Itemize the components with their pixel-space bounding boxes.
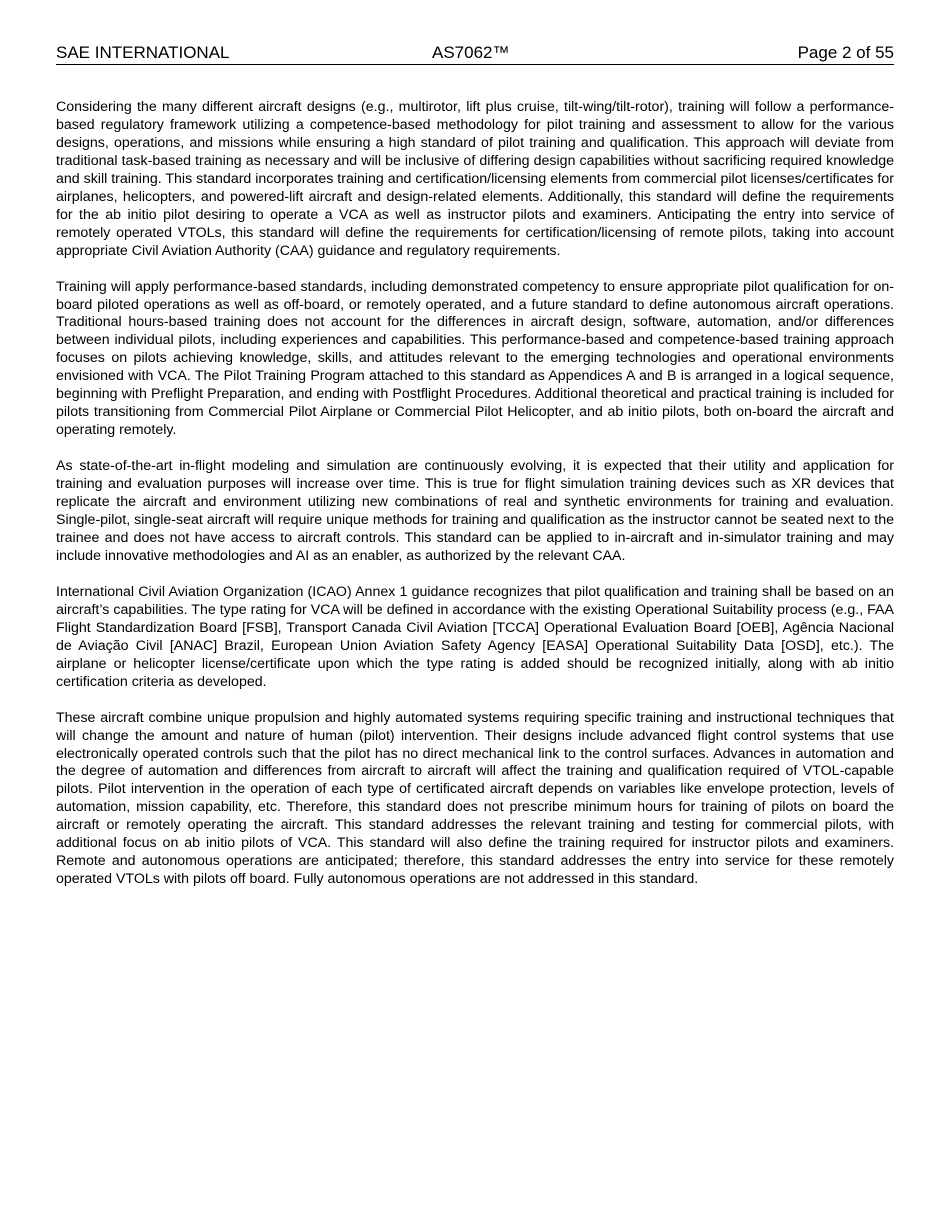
page-header bbox=[56, 42, 894, 65]
paragraph-design-framework: Considering the many different aircraft designs (e.g., multirotor, lift plus cruise, tilt-wing/tilt-rotor), training will follow a performance-based regulatory framework utilizing a competence-based methodology for pilot training and assessment to allow for the various designs, operations, and missions while ensuring a high standard of pilot training and qualification. This approach will deviate from traditional task-based training as necessary and will be inclusive of differing design capabilities without sacrificing required knowledge and skill training. This standard incorporates training and certification/licensing elements from commercial pilot licenses/certificates for airplanes, helicopters, and powered-lift aircraft and design-related elements. Additionally, this standard will define the requirements for the ab initio pilot desiring to operate a VCA as well as instructor pilots and examiners. Anticipating the entry into service of remotely operated VTOLs, this standard will define the requirements for certification/licensing of remote pilots, taking into account appropriate Civil Aviation Authority (CAA) guidance and regulatory requirements. bbox=[56, 99, 894, 259]
paragraph-simulation: As state-of-the-art in-flight modeling and simulation are continuously evolving, it is expected that their utility and application for training and evaluation purposes will increase over time. This is true for flight simulation training devices such as XR devices that replicate the aircraft and environment utilizing new combinations of real and synthetic environments for training and evaluation. Single-pilot, single-seat aircraft will require unique methods for training and qualification as the instructor cannot be seated next to the trainee and does not have access to aircraft controls. This standard can be applied to in-aircraft and in-simulator training and may include innovative methodologies and AI as an enabler, as authorized by the relevant CAA. bbox=[56, 458, 894, 564]
document-body bbox=[56, 99, 894, 889]
document-page bbox=[56, 42, 894, 907]
header-page-number: Page 2 of 55 bbox=[797, 43, 894, 62]
paragraph-automation-systems: These aircraft combine unique propulsion and highly automated systems requiring specific training and instructional techniques that will change the amount and nature of human (pilot) intervention. Their designs include advanced flight control systems that use electronically operated controls such that the pilot has no direct mechanical link to the control surfaces. Advances in automation and the degree of automation and differences from aircraft to aircraft will affect the training and qualification required of VTOL-capable pilots. Pilot intervention in the operation of each type of certificated aircraft depends on variables like envelope protection, levels of automation, mission capability, etc. Therefore, this standard does not prescribe minimum hours for training of pilots on board the aircraft or remotely operating the aircraft. This standard addresses the relevant training and testing for commercial pilots, with additional focus on ab initio pilots of VCA. This standard will also define the training required for instructor pilots and examiners. Remote and autonomous operations are anticipated; therefore, this standard addresses the entry into service for these remotely operated VTOLs with pilots off board. Fully autonomous operations are not addressed in this standard. bbox=[56, 709, 894, 888]
header-document-id: AS7062™ bbox=[432, 43, 510, 62]
paragraph-performance-based-training: Training will apply performance-based standards, including demonstrated competency to ensure appropriate pilot qualification for on-board piloted operations as well as off-board, or remotely operated, and a future standard to define autonomous aircraft operations. Traditional hours-based training does not account for the differences in aircraft design, software, automation, and/or differences between individual pilots, including experiences and capabilities. This performance-based and competence-based training approach focuses on pilots achieving knowledge, skills, and attitudes relevant to the emerging technologies and operational environments envisioned with VCA. The Pilot Training Program attached to this standard as Appendices A and B is arranged in a logical sequence, beginning with Preflight Preparation, and ending with Postflight Procedures. Additional theoretical and practical training is included for pilots transitioning from Commercial Pilot Airplane or Commercial Pilot Helicopter, and ab initio pilots, both on-board the aircraft and operating remotely. bbox=[56, 278, 894, 439]
paragraph-icao-type-rating: International Civil Aviation Organization (ICAO) Annex 1 guidance recognizes that pilot qualification and training shall be based on an aircraft’s capabilities. The type rating for VCA will be defined in accordance with the existing Operational Suitability process (e.g., FAA Flight Standardization Board [FSB], Transport Canada Civil Aviation [TCCA] Operational Evaluation Board [OEB], Agência Nacional de Aviação Civil [ANAC] Brazil, European Union Aviation Safety Agency [EASA] Operational Suitability Data [OSD], etc.). The airplane or helicopter license/certificate upon which the type rating is added should be recognized initially, along with ab initio certification criteria as developed. bbox=[56, 583, 894, 690]
header-organization: SAE INTERNATIONAL bbox=[56, 43, 230, 62]
